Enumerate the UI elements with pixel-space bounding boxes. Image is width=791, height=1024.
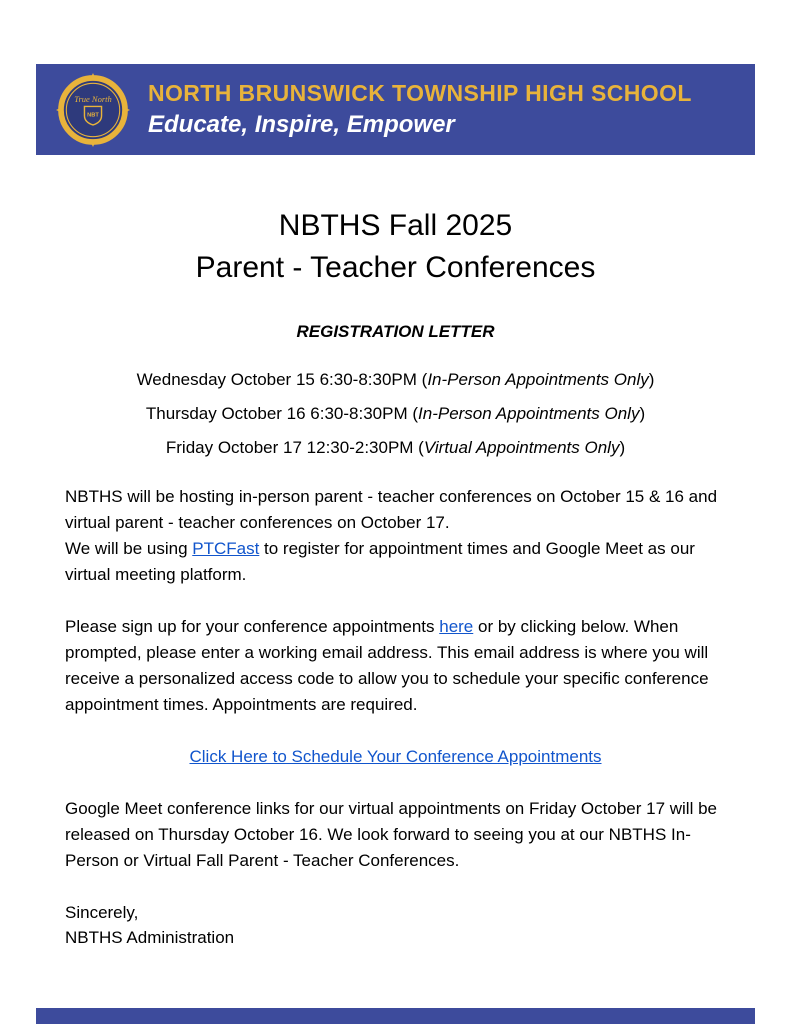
logo-crest-initials: NBT — [87, 111, 99, 118]
schedule-line-wednesday — [65, 369, 726, 390]
closing-block — [65, 900, 726, 950]
schedule-link-row — [65, 744, 726, 770]
school-logo — [56, 73, 130, 147]
schedule-date-time: Friday October 17 12:30-2:30PM ( — [165, 438, 424, 457]
closing-salutation: Sincerely, — [65, 903, 139, 922]
banner-text — [148, 80, 692, 139]
intro-text-3: to register for appointment times and Google Meet as our virtual meeting platform. — [65, 539, 695, 584]
ptcfast-link[interactable]: PTCFast — [192, 539, 260, 558]
schedule-close-paren: ) — [639, 404, 646, 423]
schedule-appointment-type: In-Person Appointments Only — [427, 370, 649, 389]
letter-title — [65, 205, 726, 289]
intro-text-2: We will be using — [65, 539, 193, 558]
schedule-date-time: Thursday October 16 6:30-8:30PM ( — [145, 404, 419, 423]
intro-text-1: NBTHS will be hosting in-person parent - teacher conferences on October 15 & 16 and virtual parent - teacher conferences on October 17. — [65, 487, 718, 532]
schedule-line-friday — [65, 437, 726, 458]
signup-text-2: or by clicking below. When prompted, please enter a working email address. This email address is where you will receive a personalized access code to allow you to schedule your specific conference appointment times. Appointments are required. — [65, 617, 709, 714]
registration-letter-heading: REGISTRATION LETTER — [296, 322, 495, 341]
school-name: NORTH BRUNSWICK TOWNSHIP HIGH SCHOOL — [148, 80, 692, 106]
signup-paragraph — [65, 614, 726, 718]
intro-paragraph — [65, 484, 726, 588]
schedule-appointments-link[interactable]: Click Here to Schedule Your Conference Appointments — [189, 747, 602, 766]
title-line-1: NBTHS Fall 2025 — [278, 209, 513, 242]
schedule-date-time: Wednesday October 15 6:30-8:30PM ( — [136, 370, 428, 389]
closing-signature: NBTHS Administration — [65, 928, 235, 947]
conference-schedule — [65, 369, 726, 458]
schedule-appointment-type: Virtual Appointments Only — [423, 438, 620, 457]
schedule-appointment-type: In-Person Appointments Only — [418, 404, 640, 423]
google-meet-paragraph: Google Meet conference links for our virtual appointments on Friday October 17 will be released on Thursday October 16. We look forward to seeing you at our NBTHS In-Person or Virtual Fall Parent - Teacher Conferences. — [65, 799, 717, 870]
school-banner — [36, 64, 755, 155]
title-line-2: Parent - Teacher Conferences — [195, 251, 596, 284]
here-link[interactable]: here — [439, 617, 474, 636]
schedule-close-paren: ) — [648, 370, 655, 389]
letter-content — [65, 155, 726, 950]
logo-true-north-text: True North — [74, 93, 112, 104]
signup-text-1: Please sign up for your conference appointments — [65, 617, 440, 636]
schedule-line-thursday — [65, 403, 726, 424]
school-motto: Educate, Inspire, Empower — [148, 111, 455, 138]
schedule-close-paren: ) — [619, 438, 626, 457]
compass-crest-icon — [56, 73, 130, 147]
footer-bar — [36, 1008, 755, 1024]
